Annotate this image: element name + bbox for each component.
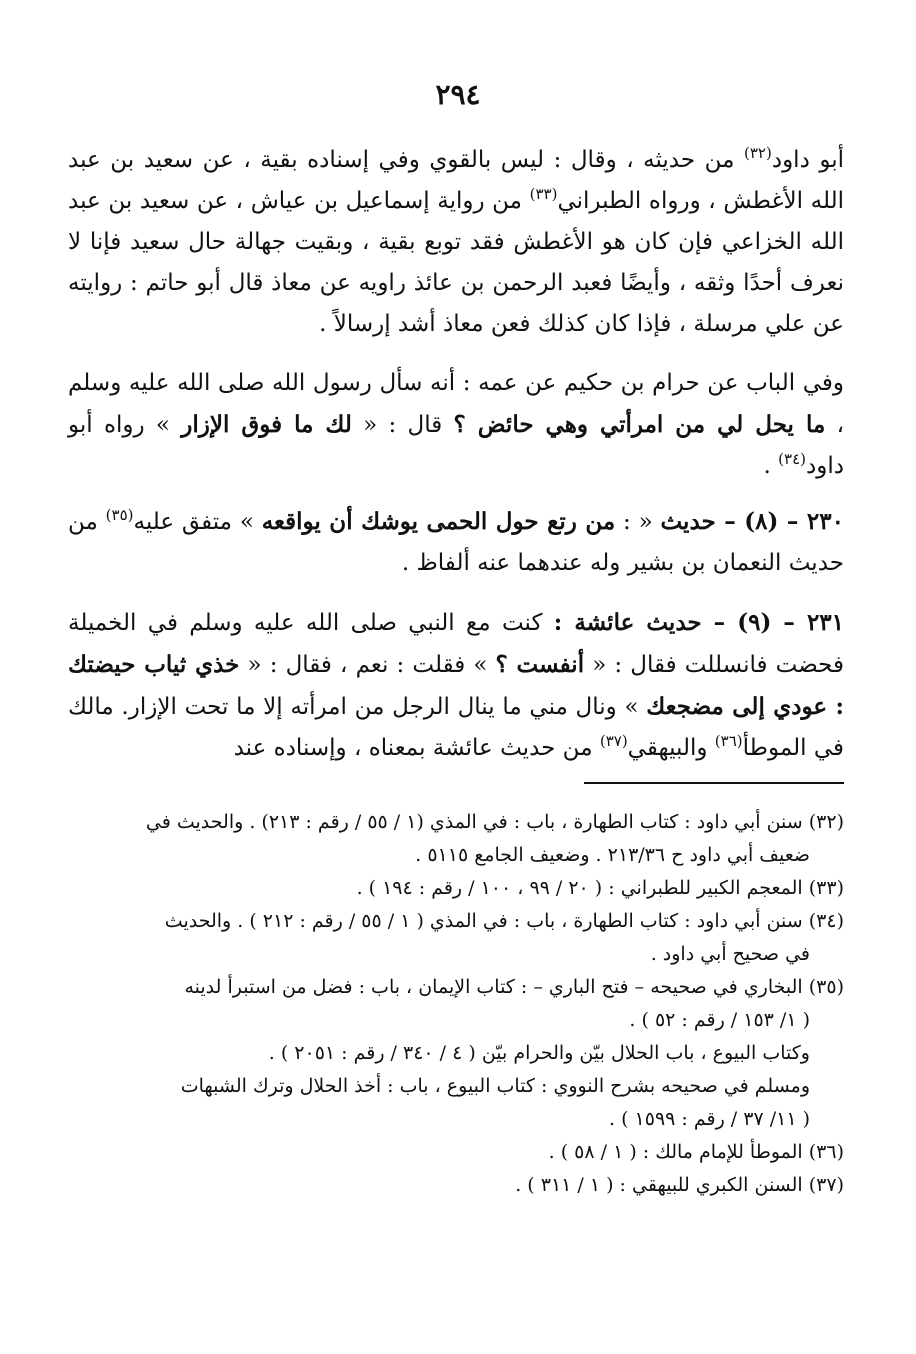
footnote-continuation: ( ١/ ١٥٣ / رقم : ٥٢ ) .	[629, 1009, 810, 1031]
paragraph-4	[68, 602, 844, 769]
hadith-heading-231: ٢٣١ – (٩) – حديث عائشة :	[553, 609, 844, 636]
text-run: كنت مع النبي صلى الله عليه وسلم في الخميلة فحضت فانسللت فقال : «	[68, 610, 844, 678]
hadith-quote: أنفست ؟	[495, 651, 585, 678]
footnote-34	[68, 905, 844, 971]
page-number: ٢٩٤	[435, 78, 481, 111]
paragraph-1	[68, 140, 844, 345]
hadith-quote: خذي ثياب حيضتك : عودي إلى مضجعك	[68, 651, 844, 720]
hadith-heading-230: ٢٣٠ – (٨) – حديث	[660, 508, 844, 535]
footnote-ref-36[interactable]: (٣٦)	[714, 732, 743, 750]
footnotes	[68, 806, 844, 1202]
paragraph-2	[68, 363, 844, 487]
footnote-ref-34[interactable]: (٣٤)	[778, 450, 807, 468]
footnote-text: (٣٤) سنن أبي داود : كتاب الطهارة ، باب : في المذي ( ١ / ٥٥ / رقم : ٢١٢ ) . والحديث	[164, 910, 844, 932]
text-run: .	[763, 453, 779, 479]
question-text: ما يحل لي من امرأتي وهي حائض ؟	[453, 411, 826, 438]
text-run: من حديثه ، وقال : ليس بالقوي وفي إسناده بقية ، عن سعيد بن عبد الله الأغطش ، ورواه الطبراني	[68, 147, 845, 214]
main-text	[68, 140, 844, 787]
footnote-ref-37[interactable]: (٣٧)	[599, 732, 628, 750]
footnote-continuation: وكتاب البيوع ، باب الحلال بيّن والحرام بيّن ( ٤ / ٣٤٠ / رقم : ٢٠٥١ ) .	[268, 1042, 810, 1064]
text-run: » رواه أبو داود	[68, 412, 844, 479]
footnote-32	[68, 806, 844, 872]
text-run: » فقلت : نعم ، فقال : «	[239, 652, 496, 678]
text-run: أبو داود	[771, 147, 845, 173]
footnote-divider	[584, 782, 844, 784]
text-run: والبيهقي	[627, 735, 715, 761]
footnote-text: (٣٦) الموطأ للإمام مالك : ( ١ / ٥٨ ) .	[548, 1141, 844, 1163]
footnote-35	[68, 971, 844, 1136]
footnote-text: (٣٢) سنن أبي داود : كتاب الطهارة ، باب : في المذي (١ / ٥٥ / رقم : ٢١٣) . والحديث في	[145, 811, 844, 833]
footnote-text: (٣٣) المعجم الكبير للطبراني : ( ٢٠ / ٩٩ ، ١٠٠ / رقم : ١٩٤ ) .	[356, 877, 844, 899]
footnote-continuation: ومسلم في صحيحه بشرح النووي : كتاب البيوع ، باب : أخذ الحلال وترك الشبهات	[180, 1075, 810, 1097]
footnote-36	[68, 1136, 844, 1169]
hadith-answer: لك ما فوق الإزار	[181, 411, 352, 438]
paragraph-3	[68, 501, 844, 584]
footnote-ref-35[interactable]: (٣٥)	[105, 506, 134, 524]
text-run: من حديث عائشة بمعناه ، وإسناده عند	[233, 735, 600, 761]
text-run: وفي الباب عن حرام بن حكيم عن عمه : أنه سأل رسول الله صلى الله عليه وسلم ،	[68, 370, 844, 438]
footnote-continuation: ضعيف أبي داود ح ٢١٣/٣٦ . وضعيف الجامع ٥١١٥ .	[415, 844, 810, 866]
footnote-37	[68, 1169, 844, 1202]
footnote-text: (٣٥) البخاري في صحيحه – فتح الباري – : كتاب الإيمان ، باب : فضل من استبرأ لدينه	[184, 976, 844, 998]
footnote-ref-33[interactable]: (٣٣)	[529, 185, 558, 203]
text-run: من رواية إسماعيل بن عياش ، عن سعيد بن عبد الله الخزاعي فإن كان هو الأغطش فقد توبع بقية ، وبقيت جهالة حال سعيد فإنا لا نعرف أحدًا وثقه ، وأيضًا فعبد الرحمن بن عائذ راويه عن معاذ قال أبو حاتم : روايته عن علي مرسلة ، فإذا كان كذلك فعن معاذ أشد إرسالاً .	[68, 188, 844, 337]
text-run: من حديث النعمان بن بشير وله عندهما عنه ألفاظ .	[68, 509, 844, 576]
text-run: قال : «	[351, 412, 454, 438]
hadith-text: من رتع حول الحمى يوشك أن يواقعه	[261, 508, 616, 535]
text-run: « :	[615, 509, 661, 535]
footnote-33	[68, 872, 844, 905]
footnote-continuation: في صحيح أبي داود .	[650, 943, 810, 965]
footnote-text: (٣٧) السنن الكبري للبيهقي : ( ١ / ٣١١ ) .	[515, 1174, 844, 1196]
footnote-continuation: ( ١١/ ٣٧ / رقم : ١٥٩٩ ) .	[609, 1108, 810, 1130]
footnote-ref-32[interactable]: (٣٢)	[743, 144, 772, 162]
text-run: » متفق عليه	[133, 509, 262, 535]
text-run: » ونال مني ما ينال الرجل من امرأته إلا ما تحت الإزار. مالك في الموطأ	[68, 694, 844, 761]
